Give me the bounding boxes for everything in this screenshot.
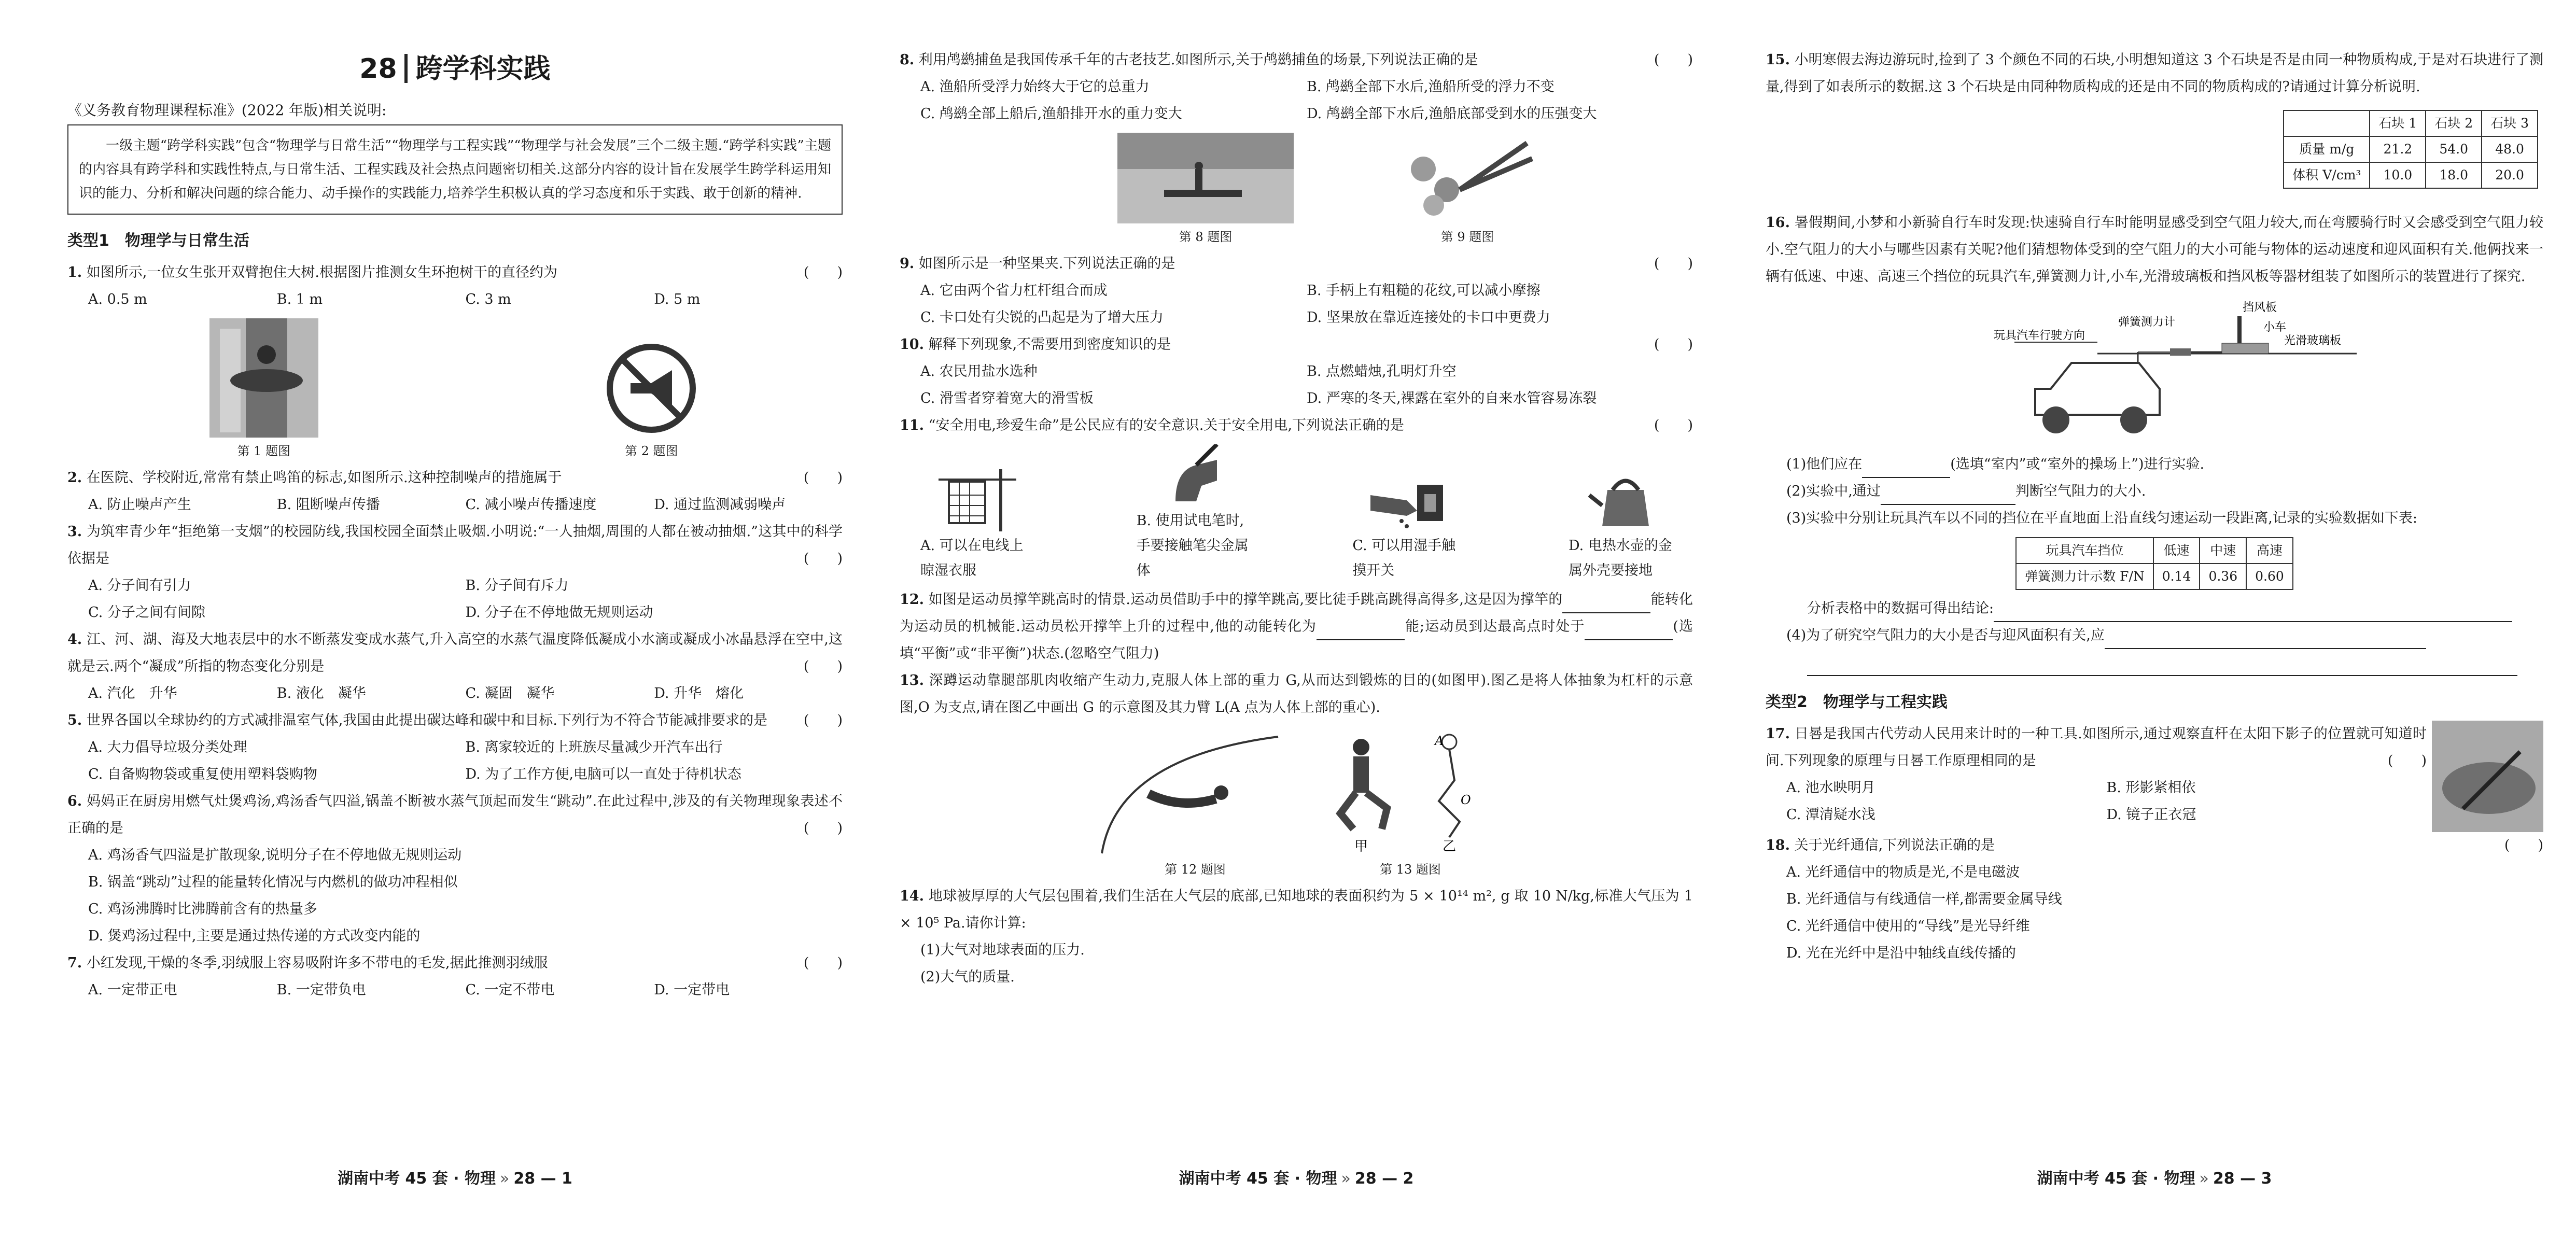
figure-2-caption: 第 2 题图 [624, 444, 678, 458]
fig-row-1-2 [67, 318, 843, 461]
fig-row-12-13 [900, 726, 1693, 880]
figure-13 [1325, 726, 1496, 880]
label-glass-plate: 光滑玻璃板 [2284, 334, 2342, 347]
footer-page-1: 湖南中考 45 套 · 物理 » 28 — 1 [338, 1170, 572, 1188]
label-jia: 甲 [1354, 839, 1368, 854]
question-14: 14. 地球被厚厚的大气层包围着,我们生活在大气层的底部,已知地球的表面积约为 5 × 10¹⁴ m², g 取 10 N/kg,标准大气压为 1 × 10⁵ Pa.请你计算: [900, 888, 1693, 931]
page-1 [67, 47, 843, 1187]
figure-8-caption: 第 8 题图 [1179, 230, 1233, 244]
nutcracker-photo [1397, 133, 1537, 223]
fig-row-8-9 [900, 133, 1693, 247]
question-4: 4. 江、河、湖、海及大地表层中的水不断蒸发变成水蒸气,升入高空的水蒸气温度降低凝成小水滴或凝成小冰晶悬浮在空中,这就是云.两个“凝成”所指的物态变化分别是 ( ) [67, 631, 843, 674]
pole-vault-diagram [1097, 726, 1294, 856]
q16-subquestions: (1)他们应在 (选填“室内”或“室外的操场上”)进行实验. (2)实验中,通过 判断空气阻力的大小. (3)实验中分别让玩具汽车以不同的挡位在平直地面上沿直线匀速运动一段距离,记录的实验数据如下表: [1786, 456, 2417, 526]
wet-clothes-on-wire-icon [939, 469, 1016, 531]
q5-options: A. 大力倡导垃圾分类处理 B. 离家较近的上班族尽量减少开汽车出行 C. 自备购物袋或重复使用塑料袋购物 D. 为了工作方便,电脑可以一直处于待机状态 [88, 739, 741, 782]
label-windshield: 挡风板 [2243, 301, 2277, 314]
figure-9 [1397, 133, 1537, 247]
question-15: 15. 小明寒假去海边游玩时,捡到了 3 个颜色不同的石块,小明想知道这 3 个石块是否是由同一种物质构成,于是对石块进行了测量,得到了如表所示的数据.这 3 个石块是由同种物质构成的还是由不同的物质构成的?请通过计算分析说明. [1766, 52, 2544, 95]
chapter-number: 28 [359, 53, 397, 85]
figure-12-caption: 第 12 题图 [1165, 862, 1226, 877]
q14-subquestions: (1)大气对地球表面的压力. (2)大气的质量. [920, 942, 1085, 985]
standard-heading: 《义务教育物理课程标准》(2022 年版)相关说明: [67, 102, 387, 119]
q9-options: A. 它由两个省力杠杆组合而成 B. 手柄上有粗糙的花纹,可以减小摩擦 C. 卡口处有尖锐的凸起是为了增大压力 D. 坚果放在靠近连接处的卡口中更费力 [920, 283, 1550, 326]
figure-16 [1994, 296, 2543, 448]
air-resistance-apparatus-diagram [1994, 296, 2367, 446]
sundial-photo [2432, 721, 2543, 832]
test-pen-hand-icon [1160, 444, 1227, 507]
chapter-title [67, 51, 843, 87]
question-13: 13. 深蹲运动靠腿部肌肉收缩产生动力,克服人体上部的重力 G,从而达到锻炼的目的(如图甲).图乙是将人体抽象为杠杆的示意图,O 为支点,请在图乙中画出 G 的示意图及其力臂 L(A 点为人体上部的重心). [900, 672, 1693, 715]
question-8: 8. 利用鸬鹚捕鱼是我国传承千年的古老技艺.如图所示,关于鸬鹚捕鱼的场景,下列说法正确的是 ( ) [900, 52, 1693, 68]
q1-options: A. 0.5 m B. 1 m C. 3 m D. 5 m [88, 291, 701, 307]
q17-body [1766, 721, 2427, 832]
label-spring-scale: 弹簧测力计 [2118, 316, 2176, 329]
question-12: 12. 如图是运动员撑竿跳高时的情景.运动员借助手中的撑竿跳高,要比徒手跳高跳得高得多,这是因为撑竿的 能转化为运动员的机械能.运动员松开撑竿上升的过程中,他的动能转化为 能;运动员到达最高点时处于 (选填“平衡”或“非平衡”)状态.(忽略空气阻力) [900, 592, 1693, 662]
q2-options: A. 防止噪声产生 B. 阻断噪声传播 C. 减小噪声传播速度 D. 通过监测减弱噪声 [88, 497, 786, 513]
cormorant-fishing-photo [1117, 133, 1294, 223]
q16-conclusion: 分析表格中的数据可得出结论: [1766, 595, 2543, 622]
label-o: O [1461, 793, 1471, 807]
question-11: 11. “安全用电,珍爱生命”是公民应有的安全意识.关于安全用电,下列说法正确的是 ( ) [900, 417, 1693, 433]
q11-options [900, 444, 1693, 583]
q11-option-b: B. 使用试电笔时,手要接触笔尖金属体 [1137, 444, 1251, 583]
car-table: 玩具汽车挡位 低速 中速 高速 弹簧测力计示数 F/N 0.14 0.36 0.60 [2015, 537, 2293, 590]
question-18: 18. 关于光纤通信,下列说法正确的是 ( ) [1766, 837, 2543, 853]
squat-lever-diagram [1325, 726, 1496, 856]
no-horn-sign-icon [602, 339, 701, 438]
question-17: 17. 日晷是我国古代劳动人民用来计时的一种工具.如图所示,通过观察直杆在太阳下影子的位置就可知道时间.下列现象的原理与日晷工作原理相同的是 ( ) [1766, 726, 2427, 769]
label-yi: 乙 [1442, 839, 1457, 854]
figure-12 [1097, 726, 1294, 880]
stone-table: 石块 1 石块 2 石块 3 质量 m/g 21.2 54.0 48.0 体积 V/cm³ 10.0 18.0 20.0 [2283, 110, 2538, 189]
q4-options: A. 汽化 升华 B. 液化 凝华 C. 凝固 凝华 D. 升华 熔化 [88, 685, 744, 701]
q6-options: A. 鸡汤香气四溢是扩散现象,说明分子在不停地做无规则运动 B. 锅盖“跳动”过程的能量转化情况与内燃机的做功冲程相似 C. 鸡汤沸腾时比沸腾前含有的热量多 D. 煲鸡汤过程中,主要是通过热传递的方式改变内能的 [88, 847, 462, 944]
q18-options: A. 光纤通信中的物质是光,不是电磁波 B. 光纤通信与有线通信一样,都需要金属导线 C. 光纤通信中使用的“导线”是光导纤维 D. 光在光纤中是沿中轴线直线传播的 [1786, 864, 2062, 961]
question-6: 6. 妈妈正在厨房用燃气灶煲鸡汤,鸡汤香气四溢,锅盖不断被水蒸气顶起而发生“跳动”.在此过程中,涉及的有关物理现象表述不正确的是 ( ) [67, 793, 843, 836]
electric-kettle-icon [1587, 469, 1664, 531]
footer-page-3: 湖南中考 45 套 · 物理 » 28 — 3 [2037, 1170, 2272, 1188]
page-2 [900, 47, 1693, 1187]
question-16: 16. 暑假期间,小梦和小新骑自行车时发现:快速骑自行车时能明显感受到空气阻力较大,而在弯腰骑行时又会感受到空气阻力较小.空气阻力的大小与哪些因素有关呢?他们猜想物体受到的空气阻力的大小可能与物体的运动速度和迎风面积有关.他俩找来一辆有低速、中速、高速三个挡位的玩具汽车,弹簧测力计,小车,光滑玻璃板和挡风板等器材组装了如图所示的装置进行了探究. [1766, 215, 2543, 285]
q17-section [1766, 721, 2543, 832]
chapter-name: 跨学科实践 [415, 53, 551, 85]
figure-2 [602, 339, 701, 461]
question-7: 7. 小红发现,干燥的冬季,羽绒服上容易吸附许多不带电的毛发,据此推测羽绒服 ( ) [67, 955, 843, 971]
footer-page-2: 湖南中考 45 套 · 物理 » 28 — 2 [1179, 1170, 1414, 1188]
q16-part4: (4)为了研究空气阻力的大小是否与迎风面积有关,应 [1766, 622, 2543, 649]
q3-options: A. 分子间有引力 B. 分子间有斥力 C. 分子之间有间隙 D. 分子在不停地做无规则运动 [88, 578, 653, 621]
figure-1 [209, 318, 318, 461]
q10-options: A. 农民用盐水选种 B. 点燃蜡烛,孔明灯升空 C. 滑雪者穿着宽大的滑雪板 D. 严寒的冬天,裸露在室外的自来水管容易冻裂 [920, 363, 1597, 406]
wet-hand-switch-icon [1370, 469, 1448, 531]
question-2: 2. 在医院、学校附近,常常有禁止鸣笛的标志,如图所示.这种控制噪声的措施属于 ( ) [67, 470, 843, 486]
q11-option-c: C. 可以用湿手触摸开关 [1352, 469, 1466, 583]
car-table-wrap [1766, 537, 2543, 590]
label-a: A [1435, 734, 1444, 748]
type2-heading: 类型2 物理学与工程实践 [1766, 693, 1948, 711]
stone-table-wrap [1771, 110, 2538, 189]
figure-8 [1117, 133, 1294, 247]
tree-hug-photo [209, 318, 318, 438]
question-1: 1. 如图所示,一位女生张开双臂抱住大树.根据图片推测女生环抱树干的直径约为 ( ) [67, 264, 843, 280]
figure-9-caption: 第 9 题图 [1440, 230, 1494, 244]
standard-box: 一级主题“跨学科实践”包含“物理学与日常生活”“物理学与工程实践”“物理学与社会发展”三个二级主题.“跨学科实践”主题的内容具有跨学科和实践性特点,与日常生活、工程实践及社会热点问题密切相关.这部分内容的设计旨在发展学生跨学科运用知识的能力、分析和解决问题的综合能力、动手操作的实践能力,培养学生积极认真的学习态度和乐于实践、敢于创新的精神. [67, 124, 843, 215]
question-10: 10. 解释下列现象,不需要用到密度知识的是 ( ) [900, 336, 1693, 353]
q7-options: A. 一定带正电 B. 一定带负电 C. 一定不带电 D. 一定带电 [88, 982, 730, 998]
q8-options: A. 渔船所受浮力始终大于它的总重力 B. 鸬鹚全部下水后,渔船所受的浮力不变 C. 鸬鹚全部上船后,渔船排开水的重力变大 D. 鸬鹚全部下水后,渔船底部受到水的压强变大 [920, 79, 1597, 122]
question-5: 5. 世界各国以全球协约的方式减排温室气体,我国由此提出碳达峰和碳中和目标.下列行为不符合节能减排要求的是 ( ) [67, 712, 843, 728]
figure-1-caption: 第 1 题图 [237, 444, 291, 458]
label-car-direction: 玩具汽车行驶方向 [1994, 329, 2085, 342]
q11-option-d: D. 电热水壶的金属外壳要接地 [1569, 469, 1683, 583]
figure-13-caption: 第 13 题图 [1380, 862, 1441, 877]
q16-part4-line [1766, 649, 2543, 676]
q17-options: A. 池水映明月 B. 形影紧相依 C. 潭清疑水浅 D. 镜子正衣冠 [1786, 780, 2196, 823]
type1-heading: 类型1 物理学与日常生活 [67, 232, 249, 250]
label-cart: 小车 [2263, 321, 2287, 334]
q11-option-a: A. 可以在电线上晾湿衣服 [920, 469, 1034, 583]
question-9: 9. 如图所示是一种坚果夹.下列说法正确的是 ( ) [900, 256, 1693, 272]
page-3 [1766, 47, 2543, 1187]
question-3: 3. 为筑牢青少年“拒绝第一支烟”的校园防线,我国校园全面禁止吸烟.小明说:“一人抽烟,周围的人都在被动抽烟.”这其中的科学依据是 ( ) [67, 524, 843, 567]
